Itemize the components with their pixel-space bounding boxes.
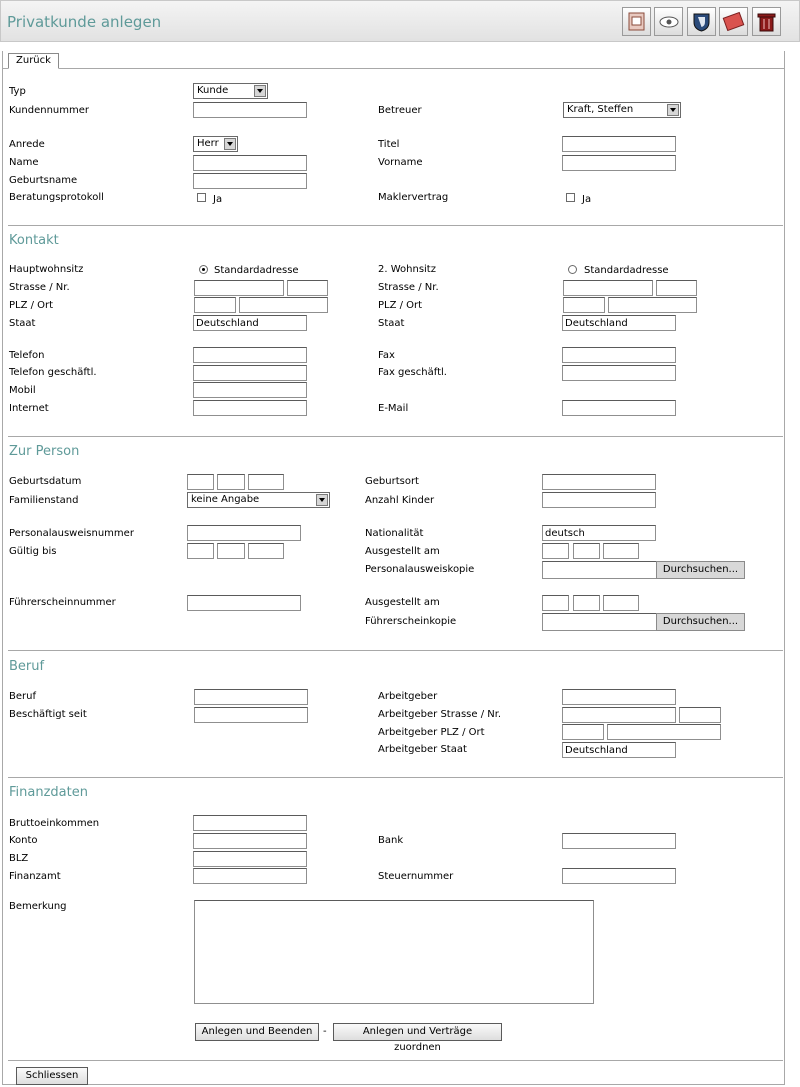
titel-input[interactable]: [562, 136, 676, 152]
ausweisnummer-input[interactable]: [187, 525, 301, 541]
ag-ort-input[interactable]: [607, 724, 721, 740]
anzahl-kinder-input[interactable]: [542, 492, 656, 508]
separator: [8, 650, 783, 651]
strasse-input[interactable]: [194, 280, 284, 296]
beschaeftigt-seit-input[interactable]: [194, 707, 308, 723]
fuehrerscheinkopie-file-input[interactable]: [542, 613, 657, 631]
vorname-label: Vorname: [378, 157, 423, 168]
tab-zurueck[interactable]: Zurück: [8, 53, 59, 69]
bank-input[interactable]: [562, 833, 676, 849]
ausweiskopie-label: Personalausweiskopie: [365, 564, 475, 575]
ag-staat-label: Arbeitgeber Staat: [378, 744, 467, 755]
bemerkung-label: Bemerkung: [9, 901, 67, 912]
ausweis-ausgestellt-year-input[interactable]: [603, 543, 639, 559]
blz-input[interactable]: [193, 851, 307, 867]
anzahl-kinder-label: Anzahl Kinder: [365, 495, 435, 506]
fax-label: Fax: [378, 350, 395, 361]
titel-label: Titel: [378, 139, 400, 150]
finanzamt-label: Finanzamt: [9, 871, 61, 882]
plz-input[interactable]: [194, 297, 236, 313]
arbeitgeber-label: Arbeitgeber: [378, 691, 438, 702]
beratungsprotokoll-ja-label: Ja: [213, 194, 223, 205]
button-separator: -: [323, 1026, 327, 1037]
vorname-input[interactable]: [562, 155, 676, 171]
maklervertrag-ja-label: Ja: [582, 194, 592, 205]
email-input[interactable]: [562, 400, 676, 416]
hausnummer2-input[interactable]: [656, 280, 697, 296]
strasse-label: Strasse / Nr.: [9, 282, 70, 293]
chevron-down-icon: [224, 138, 236, 150]
geburtsname-label: Geburtsname: [9, 175, 78, 186]
wohnsitz2-standard-label: Standardadresse: [584, 265, 669, 276]
chevron-down-icon: [254, 85, 266, 97]
konto-input[interactable]: [193, 833, 307, 849]
fax-geschaeftl-input[interactable]: [562, 365, 676, 381]
bemerkung-textarea[interactable]: [194, 900, 594, 1004]
internet-input[interactable]: [193, 400, 307, 416]
schliessen-button[interactable]: Schliessen: [16, 1067, 88, 1085]
telefon-input[interactable]: [193, 347, 307, 363]
beruf-heading: Beruf: [9, 659, 45, 674]
ausweis-ausgestellt-day-input[interactable]: [542, 543, 569, 559]
email-label: E-Mail: [378, 403, 409, 414]
hauptwohnsitz-standard-label: Standardadresse: [214, 265, 299, 276]
name-label: Name: [9, 157, 39, 168]
blz-label: BLZ: [9, 853, 29, 864]
fuehrerschein-ausgestellt-day-input[interactable]: [542, 595, 569, 611]
fax-geschaeftl-label: Fax geschäftl.: [378, 367, 447, 378]
internet-label: Internet: [9, 403, 49, 414]
finanzamt-input[interactable]: [193, 868, 307, 884]
hauptwohnsitz-standard-radio[interactable]: [199, 265, 208, 274]
shield-icon: [690, 10, 713, 33]
plz2-input[interactable]: [563, 297, 605, 313]
nationalitaet-input[interactable]: [542, 525, 656, 541]
printer-icon: [625, 10, 648, 33]
telefon-geschaeftl-input[interactable]: [193, 365, 307, 381]
gueltig-year-input[interactable]: [248, 543, 284, 559]
maklervertrag-label: Maklervertrag: [378, 192, 449, 203]
info-icon: [722, 10, 745, 33]
strasse2-input[interactable]: [563, 280, 653, 296]
ausweis-ausgestellt-month-input[interactable]: [573, 543, 600, 559]
page-title: Privatkunde anlegen: [7, 13, 162, 31]
fuehrerscheinnummer-label: Führerscheinnummer: [9, 597, 116, 608]
person-heading: Zur Person: [9, 444, 80, 459]
ausweisnummer-label: Personalausweisnummer: [9, 528, 134, 539]
view-icon: [657, 10, 680, 33]
hauptwohnsitz-label: Hauptwohnsitz: [9, 264, 84, 275]
separator: [8, 436, 783, 437]
geburtsdatum-label: Geburtsdatum: [9, 476, 82, 487]
delete-icon: [755, 10, 778, 33]
ag-plz-input[interactable]: [562, 724, 604, 740]
fuehrerschein-ausgestellt-label: Ausgestellt am: [365, 597, 440, 608]
betreuer-label: Betreuer: [378, 105, 422, 116]
shield-button[interactable]: [687, 7, 716, 36]
finanz-heading: Finanzdaten: [9, 785, 88, 800]
ausweiskopie-browse-button[interactable]: Durchsuchen...: [656, 561, 745, 579]
staat-label: Staat: [9, 318, 36, 329]
name-input[interactable]: [193, 155, 307, 171]
plz-ort-label: PLZ / Ort: [9, 300, 54, 311]
typ-label: Typ: [9, 86, 26, 97]
beschaeftigt-seit-label: Beschäftigt seit: [9, 709, 87, 720]
staat2-input[interactable]: [562, 315, 676, 331]
geburtsort-label: Geburtsort: [365, 476, 419, 487]
telefon-label: Telefon: [9, 350, 45, 361]
ag-hausnummer-input[interactable]: [679, 707, 721, 723]
arbeitgeber-input[interactable]: [562, 689, 676, 705]
telefon-geschaeftl-label: Telefon geschäftl.: [9, 367, 97, 378]
gueltig-bis-label: Gültig bis: [9, 546, 57, 557]
bank-label: Bank: [378, 835, 404, 846]
ag-strasse-input[interactable]: [562, 707, 676, 723]
ag-plz-ort-label: Arbeitgeber PLZ / Ort: [378, 727, 485, 738]
ag-staat-input[interactable]: [562, 742, 676, 758]
typ-select[interactable]: [193, 83, 268, 99]
staat-input[interactable]: [193, 315, 307, 331]
typ-select-value: Kunde: [197, 85, 229, 96]
beruf-label: Beruf: [9, 691, 36, 702]
fuehrerschein-ausgestellt-year-input[interactable]: [603, 595, 639, 611]
wohnsitz2-standard-radio[interactable]: [568, 265, 577, 274]
strasse2-label: Strasse / Nr.: [378, 282, 439, 293]
anlegen-vertraege-button[interactable]: Anlegen und Verträge zuordnen: [333, 1023, 502, 1041]
betreuer-select-value: Kraft, Steffen: [567, 104, 634, 115]
beratungsprotokoll-label: Beratungsprotokoll: [9, 192, 104, 203]
bruttoeinkommen-label: Bruttoeinkommen: [9, 818, 100, 829]
delete-button[interactable]: [752, 7, 781, 36]
geburtsort-input[interactable]: [542, 474, 656, 490]
fuehrerscheinnummer-input[interactable]: [187, 595, 301, 611]
anrede-select[interactable]: [193, 136, 238, 152]
chevron-down-icon: [316, 494, 328, 506]
staat2-label: Staat: [378, 318, 405, 329]
print-button[interactable]: [622, 7, 651, 36]
gueltig-day-input[interactable]: [187, 543, 214, 559]
separator: [8, 777, 783, 778]
anrede-select-value: Herr: [197, 138, 219, 149]
steuernummer-input[interactable]: [562, 868, 676, 884]
view-button[interactable]: [654, 7, 683, 36]
kundennummer-label: Kundennummer: [9, 105, 89, 116]
beratungsprotokoll-checkbox[interactable]: [197, 193, 206, 202]
mobil-label: Mobil: [9, 385, 36, 396]
ort-input[interactable]: [239, 297, 328, 313]
wohnsitz2-label: 2. Wohnsitz: [378, 264, 436, 275]
geburtsdatum-month-input[interactable]: [217, 474, 245, 490]
plz-ort2-label: PLZ / Ort: [378, 300, 423, 311]
page-header: [0, 0, 800, 42]
geburtsname-input[interactable]: [193, 173, 307, 189]
ausweis-ausgestellt-label: Ausgestellt am: [365, 546, 440, 557]
geburtsdatum-day-input[interactable]: [187, 474, 214, 490]
nationalitaet-label: Nationalität: [365, 528, 424, 539]
familienstand-label: Familienstand: [9, 495, 79, 506]
tab-line: [2, 68, 785, 69]
fuehrerscheinkopie-label: Führerscheinkopie: [365, 616, 457, 627]
separator: [8, 1060, 783, 1061]
ort2-input[interactable]: [608, 297, 697, 313]
chevron-down-icon: [667, 104, 679, 116]
anrede-label: Anrede: [9, 139, 45, 150]
steuernummer-label: Steuernummer: [378, 871, 454, 882]
kundennummer-input[interactable]: [193, 102, 307, 118]
gueltig-month-input[interactable]: [217, 543, 245, 559]
ausweiskopie-file-input[interactable]: [542, 561, 657, 579]
separator: [8, 225, 783, 226]
maklervertrag-checkbox[interactable]: [566, 193, 575, 202]
ag-strasse-label: Arbeitgeber Strasse / Nr.: [378, 709, 502, 720]
beruf-input[interactable]: [194, 689, 308, 705]
info-button[interactable]: [719, 7, 748, 36]
bruttoeinkommen-input[interactable]: [193, 815, 307, 831]
fuehrerscheinkopie-browse-button[interactable]: Durchsuchen...: [656, 613, 745, 631]
familienstand-select[interactable]: [187, 492, 330, 508]
geburtsdatum-year-input[interactable]: [248, 474, 284, 490]
kontakt-heading: Kontakt: [9, 233, 59, 248]
anlegen-beenden-button[interactable]: Anlegen und Beenden: [195, 1023, 319, 1041]
familienstand-select-value: keine Angabe: [191, 494, 260, 505]
mobil-input[interactable]: [193, 382, 307, 398]
fax-input[interactable]: [562, 347, 676, 363]
fuehrerschein-ausgestellt-month-input[interactable]: [573, 595, 600, 611]
konto-label: Konto: [9, 835, 38, 846]
hausnummer-input[interactable]: [287, 280, 328, 296]
betreuer-select[interactable]: [563, 102, 681, 118]
